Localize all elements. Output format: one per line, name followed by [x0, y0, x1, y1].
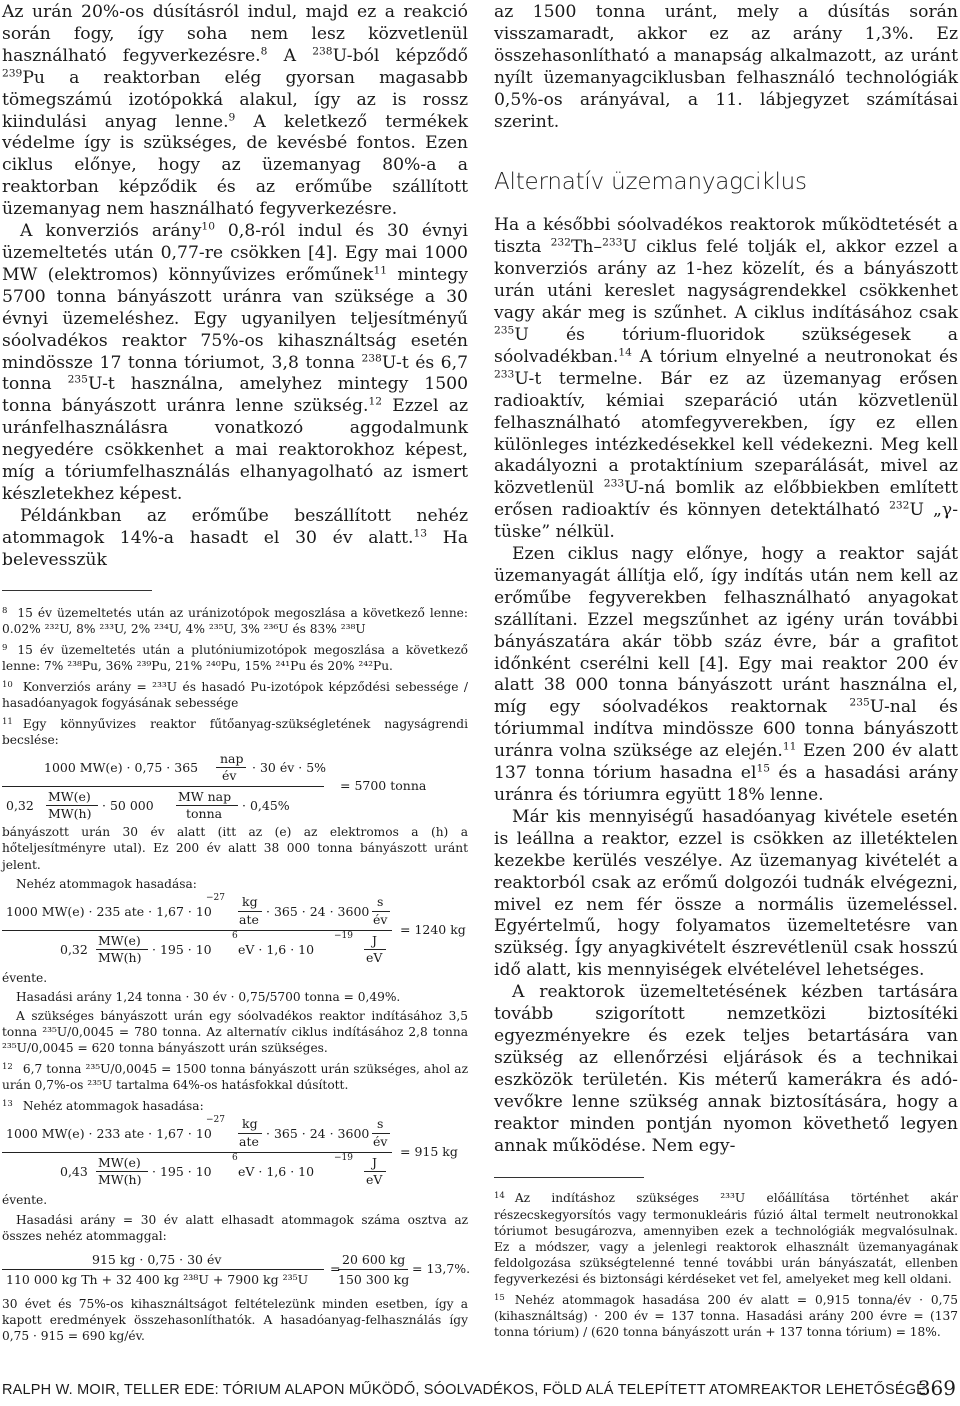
right-paragraph-4: A reaktorok üzemeltetésének kézben tartására tovább szigorított nemzetközi biztosítéki egyezményekre és ezek teljes betartására van szükség az ellenőrzési eljárások és a technikai eszközök területén. Kis méterű kamerákra és adó-vevőkre lenne szükség annak biztosítására, hogy a reaktor minden pontján nyomon követhető legyen annak működése. Nem egy- [494, 982, 958, 1156]
footnote-rule [2, 590, 152, 591]
footnote-11: $^{11}$ Egy könnyűvizes reaktor fűtőanyag-szükségletének nagyságrendi becslése: [2, 717, 468, 748]
right-column [494, 2, 958, 1343]
footnote-11-text-b: bányászott urán 30 év alatt (itt az (e) az elektromos a (h) a hőteljesítményre utal). Ez 200 év alatt 38 000 tonna bányászott uránt jelent. [2, 825, 468, 872]
section-heading: Alternatív üzemanyagciklus [494, 169, 807, 196]
page-number: 369 [917, 1376, 956, 1400]
footnote-11-text-e: Hasadási arány 1,24 tonna · 30 év · 0,75/5700 tonna = 0,49%. [16, 989, 401, 1004]
footnote-9: $^9$ 15 év üzemeltetés után a plutóniumizotópok megoszlása a következő lenne: 7% ²³⁸Pu, 36% ²³⁹Pu, 21% ²⁴⁰Pu, 15% ²⁴¹Pu és 20% ²⁴²Pu. [2, 642, 468, 673]
footnote-13: $^{13}$ Nehéz atommagok hasadása: [2, 1099, 204, 1114]
left-column [2, 2, 471, 1347]
footnote-8: $^8$ 15 év üzemeltetés után az uránizotópok megoszlása a következő lenne: 0.02% ²³²U, 8% ²³³U, 2% ²³⁴U, 4% ²³⁵U, 3% ²³⁶U és 83% ²³⁸U [2, 605, 468, 636]
left-paragraph-2: A konverziós arány$^{10}$ 0,8-ról indul és 30 évnyi üzemeltetés után 0,77-re csökken [4]. Egy mai 1000 MW (elektromos) könnyűvizes erőműnek$^{11}$ mintegy 5700 tonna bányászott uránra van szüksége a 30 évnyi üzemeléshez. Egy ugyanilyen teljesítményű sóolvadékos reaktor 75%-os kihasználtság esetén mindössze 17 tonna tóriumot, 3,8 tonna $^{238}$U-t és 6,7 tonna $^{235}$U-t használna, amelyhez mintegy 1500 tonna bányászott uránra lenne szükség.$^{12}$ Ezzel az uránfelhasználásra vonatkozó aggodalmunk negyedére csökkenhet a mai reaktorokhoz képest, míg a tóriumfelhasználás elhanyagolható az ismert készletekhez képest. [2, 219, 469, 504]
left-paragraph-3: Példánkban az erőműbe beszállított nehéz atommagok 14%-a hasadt el 30 év alatt.$^{13}$ Ha belevesszük [2, 505, 468, 570]
footnote-11-text-c: Nehéz atommagok hasadása: [16, 876, 197, 891]
footnote-12: $^{12}$ 6,7 tonna ²³⁵U/0,0045 = 1500 tonna bányászott urán szükséges, ahol az urán 0,7%-os ²³⁵U tartalma 64%-os hatásfokkal dúsított. [2, 1062, 468, 1093]
footnote-rule-right [494, 1177, 644, 1178]
running-title: RALPH W. MOIR, TELLER EDE: TÓRIUM ALAPON MŰKÖDŐ, SÓOLVADÉKOS, FÖLD ALÁ TELEPÍTETT ATOMREAKTOR LEHETŐSÉGE [2, 1382, 927, 1398]
right-paragraph-3: Már kis mennyiségű hasadóanyag kivétele esetén is leállna a reaktor, ezzel is csökken az illetéktelen kezekbe kerülés veszélye. Az üzemanyag kivételét a reaktorból csak az erőmű dolgozói tudnák elvégezni, mivel ez nem fér össze a normális üzemeléssel. Egyértelmű, hogy folyamatos üzemeltetésre van szükség. Így anyagkivételt észrevétlenül csak hosszú idő alatt, kis mennyiségek elvételével lehetséges. [494, 806, 958, 981]
footnote-11-text-d: évente. [2, 970, 48, 985]
equation-1: 1000 MW(e) · 0,75 · 365 nap év · 30 év · 5% = 5700 tonna 0,32 MW(e) MW(h) · 50 000 MW nap tonna · 0,45% [2, 754, 468, 818]
footnote-11-text-f: A szükséges bányászott urán egy sóolvadékos reaktor indításához 3,5 tonna ²³⁵U/0,0045 = 780 tonna. Az alternatív ciklus indításához 2,8 tonna ²³⁵U/0,0045 = 620 tonna bányászott urán szükséges. [2, 1008, 468, 1056]
footnote-13-text-b: évente. [2, 1193, 48, 1208]
left-paragraph-1: Az urán 20%-os dúsításról indul, majd ez a reakció során fogy, így soha nem lesz közvetlenül használható fegyverkezésre.$^8$ A $^{238}$U-ból képződő $^{239}$Pu a reaktorban elég gyorsan magasabb tömegszámú izotópokká alakul, így az is rossz kiindulási anyag lenne.$^9$ A keletkező termékek védelme így is szükséges, de kevésbé fontos. Ezen ciklus előnye, hogy az üzemanyag 80%-a a reaktorban képződik és az erőműbe szállított üzemanyag nem használható fegyverkezésre. [2, 2, 468, 220]
footnote-13-text-d: 30 évet és 75%-os kihasználtságot feltételezünk minden esetben, így a kapott eredmények összehasonlíthatók. A hasadóanyag-felhasználás így 0,75 · 915 = 690 kg/év. [2, 1296, 468, 1343]
footnote-14: $^{14}$ Az indításhoz szükséges ²³³U előállítása történhet akár részecskegyorsítós vagy termonukleáris fúzió által termelt neutronokkal tóriumot besugározva, amennyiben ezek a technológiák megvalósulnak. Ez a módszer, vagy a jelenlegi reaktorok elhasznált üzemanyagának feldolgozása szükségtelenné tenné további urán bányászatát, ellenben fegyverkezési és biztonsági kérdéseket vet fel, amelyeket meg kell oldani. [494, 1191, 958, 1286]
equation-2: 1000 MW(e) · 235 ate · 1,67 · 10 −27 kg ate · 365 · 24 · 3600 s év = 1240 kg 0,32 MW(e) MW(h) · 195 · 10 6 eV · 1,6 · 10 −19 J eV [2, 898, 468, 964]
page-footer [2, 1376, 958, 1400]
footnote-15: $^{15}$ Nehéz atommagok hasadása 200 év alatt = 0,915 tonna/év · 0,75 (kihasználtság) · 200 év = 137 tonna. Hasadási arány 200 évre = (137 tonna tórium) / (620 tonna bányászott urán + 137 tonna tórium) = 18%. [494, 1292, 958, 1340]
footnote-13-text-c: Hasadási arány = 30 év alatt elhasadt atommagok száma osztva az összes nehéz atommaggal: [2, 1212, 468, 1243]
right-paragraph-0: az 1500 tonna uránt, mely a dúsítás során visszamaradt, akkor ez az arány 1,3%. Ez összehasonlítható a manapság alkalmazott, az uránt nyílt üzemanyagciklusban felhasználó technológiák 0,5%-os arányával, a 11. lábjegyzet számításai szerint. [494, 2, 958, 132]
right-footnotes [494, 1177, 958, 1340]
equation-4: 915 kg · 0,75 · 30 év 110 000 kg Th + 32 400 kg ²³⁸U + 7900 kg ²³⁵U = 20 600 kg 150 300 kg = 13,7%. [2, 1250, 468, 1290]
equation-3: 1000 MW(e) · 233 ate · 1,67 · 10 −27 kg ate · 365 · 24 · 3600 s év = 915 kg 0,43 MW(e) MW(h) · 195 · 10 6 eV · 1,6 · 10 −19 J eV [2, 1120, 468, 1186]
footnote-10: $^{10}$ Konverziós arány = ²³³U és hasadó Pu-izotópok képződési sebessége / hasadóanyagok fogyásának sebessége [2, 679, 468, 711]
right-paragraph-2: Ezen ciklus nagy előnye, hogy a reaktor saját üzemanyagát állítja elő, így indítás után nem kell az erőműbe fegyverekben felhasználható anyagokat szállítani. Ezzel megszűnhet az igény urán további bányászatára akár több száz évre, bár a grafitot időnként cserélni kell [4]. Egy mai reaktor 200 év alatt 38 000 tonna bányászott uránt használna el, míg egy sóolvadékos reaktornak $^{235}$U-nal és tóriummal indítva mindössze 600 tonna bányászott uránra volna szüksége az elején.$^{11}$ Ezen 200 év alatt 137 tonna tórium hasadna $el^{15}$ és a hasadási arány uránra és tóriumra együtt 18% lenne. [494, 544, 958, 805]
right-paragraph-1: Ha a későbbi sóolvadékos reaktorok működtetését a tiszta $^{232}$Th–$^{233}$U ciklus felé tolják el, akkor ezzel a konverziós arány az 1-hez közelít, és a bányászott urán utáni kereslet nagyságrendekkel csökkenhet vagy akár meg is szűnhet. A ciklus indításához csak $^{235}$U és tórium-fluoridok szükségesek a sóolvadékban.$^{14}$ A tórium elnyelné a neutronokat és $^{233}$U-t termelne. Bár ez az üzemanyag erősen radioaktív, kémiai szeparáció után közvetlenül felhasználható atomfegyverekben, így ez ellen különleges intézkedésekkel kell védekezni. Meg kell akadályozni a protaktínium szeparálását, mivel az közvetlenül $^{233}$U-ná bomlik az előbbiekben említett erősen radioaktív és könnyen detektálható $^{232}$U „γ-tüske” nélkül. [494, 215, 959, 543]
